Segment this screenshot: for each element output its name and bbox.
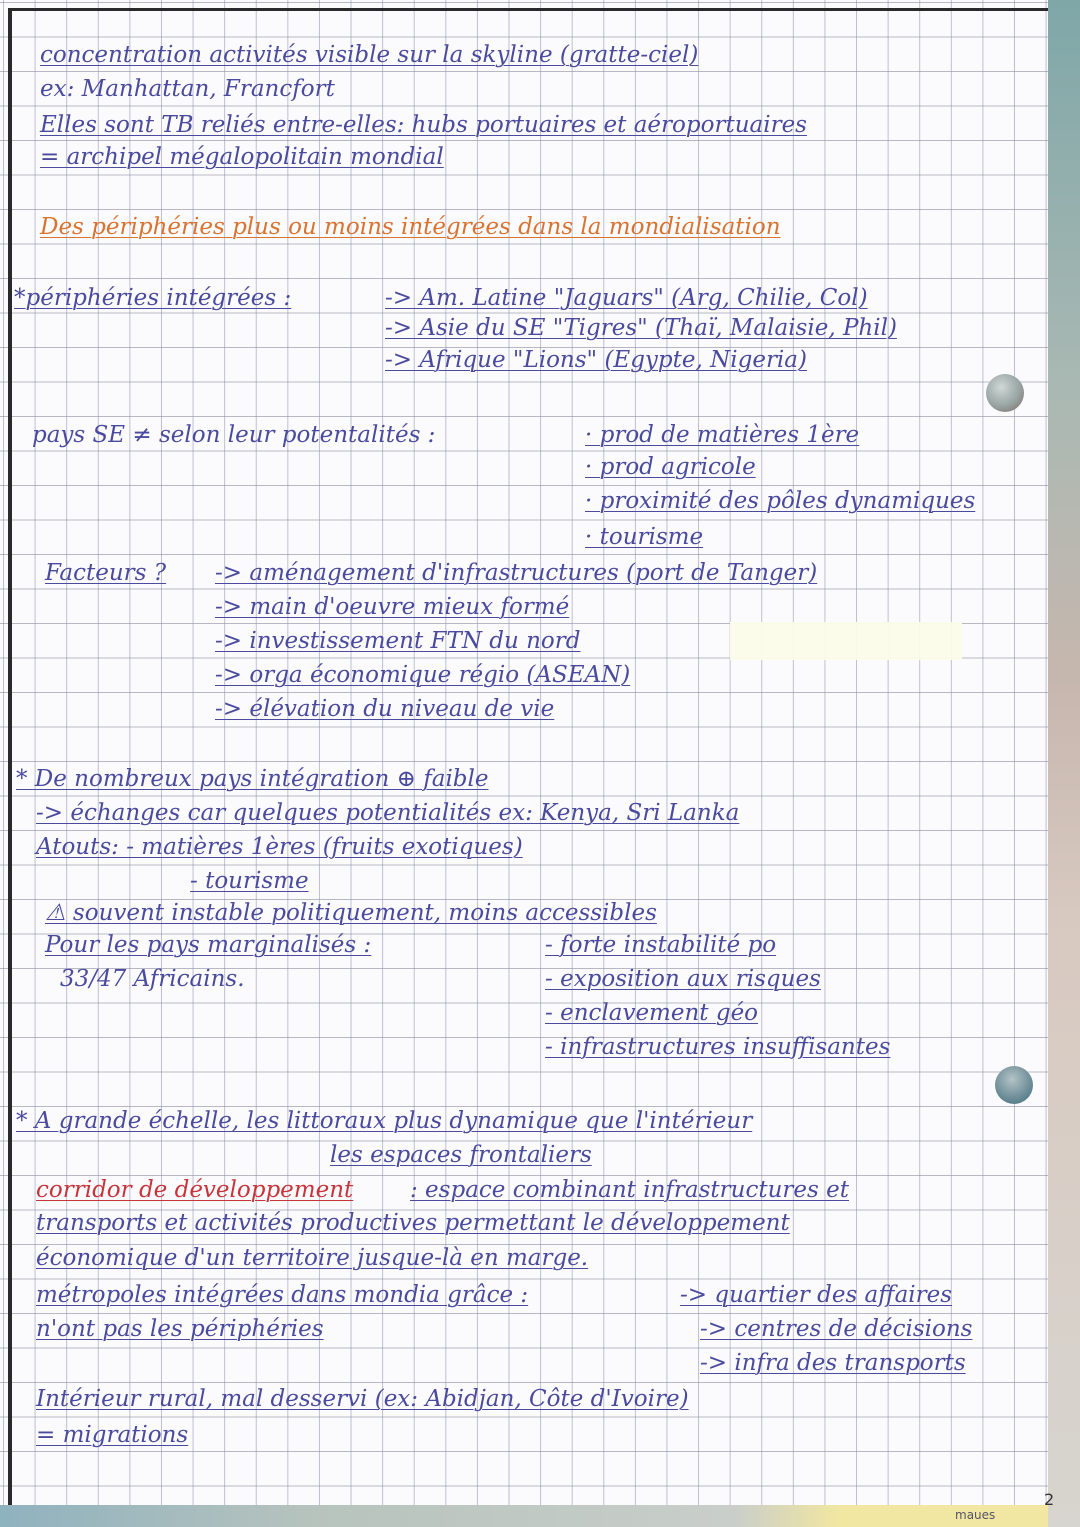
metropoles-item: -> centres de décisions	[700, 1316, 973, 1342]
background-binder-edge	[1048, 0, 1080, 1527]
background-label: maues	[955, 1508, 996, 1522]
note-line: métropoles intégrées dans mondia grâce :	[36, 1282, 529, 1308]
note-line: Atouts: - matières 1ères (fruits exotiques)	[36, 834, 523, 860]
round-sticker-icon	[995, 1066, 1033, 1104]
potentials-item: · proximité des pôles dynamiques	[585, 488, 976, 514]
note-line: Intérieur rural, mal desservi (ex: Abidjan, Côte d'Ivoire)	[36, 1386, 689, 1412]
factors-item: -> orga économique régio (ASEAN)	[215, 662, 631, 688]
metropoles-item: -> quartier des affaires	[680, 1282, 953, 1308]
marginalized-item: - infrastructures insuffisantes	[545, 1034, 891, 1060]
note-line: - tourisme	[190, 868, 309, 894]
note-line: -> échanges car quelques potentialités ex: Kenya, Sri Lanka	[36, 800, 740, 826]
definition-term: corridor de développement	[36, 1177, 354, 1203]
marginalized-item: - forte instabilité po	[545, 932, 777, 958]
factors-item: -> élévation du niveau de vie	[215, 696, 555, 722]
page-number: 2	[1044, 1490, 1055, 1509]
section-heading: Des périphéries plus ou moins intégrées dans la mondialisation	[40, 214, 781, 240]
note-line: n'ont pas les périphéries	[36, 1316, 324, 1342]
peripheries-item: -> Afrique "Lions" (Egypte, Nigeria)	[385, 347, 807, 373]
marginalized-note: 33/47 Africains.	[60, 966, 245, 992]
peripheries-label: *périphéries intégrées :	[14, 285, 292, 311]
background-desk-edge	[0, 1505, 1048, 1527]
potentials-item: · tourisme	[585, 524, 704, 550]
potentials-label: pays SE ≠ selon leur potentalités :	[32, 422, 436, 448]
definition-text: : espace combinant infrastructures et	[410, 1177, 849, 1203]
note-line: = migrations	[36, 1422, 189, 1448]
marginalized-item: - exposition aux risques	[545, 966, 821, 992]
definition-text: transports et activités productives permettant le développement	[36, 1210, 790, 1236]
faded-highlight-patch	[730, 622, 962, 660]
warning-line: ⚠ souvent instable politiquement, moins accessibles	[45, 900, 657, 926]
left-margin-border	[8, 8, 12, 1505]
round-sticker-icon	[986, 374, 1024, 412]
top-margin-border	[8, 8, 1048, 11]
factors-item: -> investissement FTN du nord	[215, 628, 581, 654]
note-line: ex: Manhattan, Francfort	[40, 76, 335, 102]
note-line: concentration activités visible sur la skyline (gratte-ciel)	[40, 42, 699, 68]
large-scale-heading: * A grande échelle, les littoraux plus dynamique que l'intérieur	[16, 1108, 753, 1134]
marginalized-item: - enclavement géo	[545, 1000, 759, 1026]
peripheries-item: -> Am. Latine "Jaguars" (Arg, Chilie, Col)	[385, 285, 868, 311]
marginalized-label: Pour les pays marginalisés :	[45, 932, 372, 958]
metropoles-item: -> infra des transports	[700, 1350, 966, 1376]
note-line: Elles sont TB reliés entre-elles: hubs portuaires et aéroportuaires	[40, 112, 807, 138]
factors-item: -> main d'oeuvre mieux formé	[215, 594, 570, 620]
factors-label: Facteurs ?	[45, 560, 167, 586]
definition-text: économique d'un territoire jusque-là en marge.	[36, 1245, 589, 1271]
weak-integration-heading: * De nombreux pays intégration ⊕ faible	[16, 766, 489, 792]
peripheries-item: -> Asie du SE "Tigres" (Thaï, Malaisie, Phil)	[385, 315, 897, 341]
potentials-item: · prod agricole	[585, 454, 756, 480]
potentials-item: · prod de matières 1ère	[585, 422, 860, 448]
note-line: les espaces frontaliers	[330, 1142, 592, 1168]
note-line: = archipel mégalopolitain mondial	[40, 144, 444, 170]
factors-item: -> aménagement d'infrastructures (port de Tanger)	[215, 560, 818, 586]
